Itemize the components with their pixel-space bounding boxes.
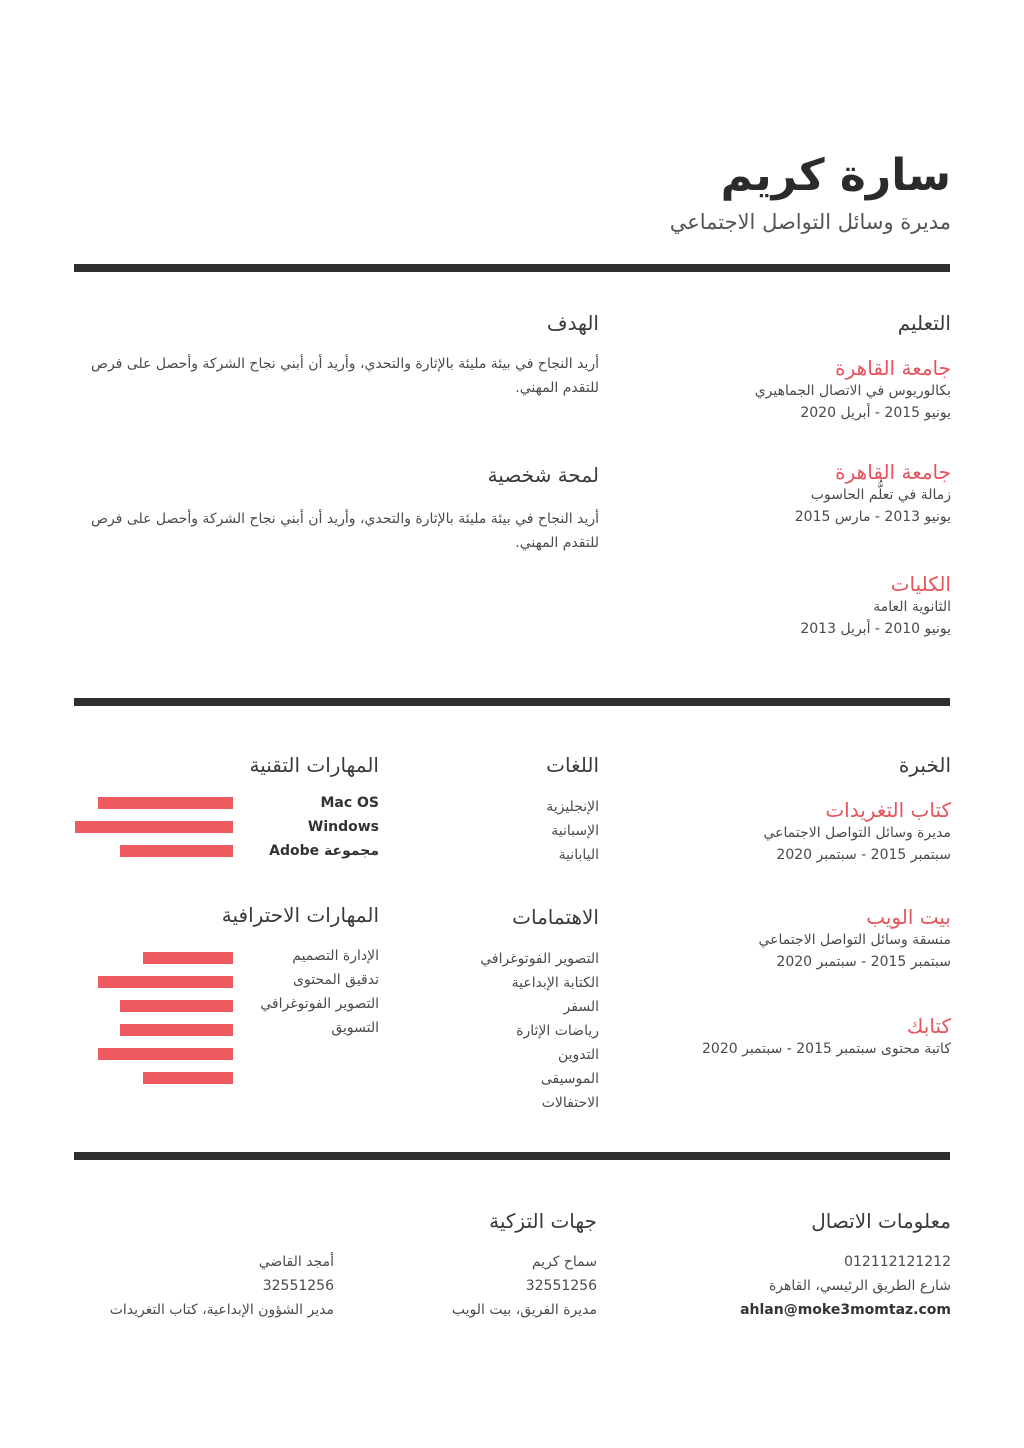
interest-item: رياضات الإثارة <box>516 1023 599 1039</box>
skill-level-bar <box>75 821 233 833</box>
education-degree: زمالة في تعلُّم الحاسوب <box>810 487 951 503</box>
experience-item <box>702 1014 951 1060</box>
experience-org: بيت الويب <box>866 905 951 929</box>
language-item: اليابانية <box>558 847 599 863</box>
experience-dates: سبتمبر 2015 - سبتمبر 2020 <box>776 847 951 863</box>
tech-skills-list <box>269 791 379 863</box>
tech-skill-item: Mac OS <box>320 795 379 811</box>
divider-top <box>74 264 950 272</box>
experience-dates: سبتمبر 2015 - سبتمبر 2020 <box>776 954 951 970</box>
education-heading: التعليم <box>897 311 951 335</box>
skill-level-bar <box>98 976 233 988</box>
profile-heading: لمحة شخصية <box>487 463 599 487</box>
interest-item: التصوير الفوتوغرافي <box>480 951 599 967</box>
education-dates: يونيو 2013 - مارس 2015 <box>794 509 951 525</box>
pro-skill-item: التصوير الفوتوغرافي <box>260 996 379 1012</box>
interest-item: السفر <box>563 999 599 1015</box>
education-item <box>800 572 951 640</box>
education-org: جامعة القاهرة <box>835 460 951 484</box>
experience-org: كتابك <box>906 1014 951 1038</box>
contact-phone: 01211212121​2 <box>844 1254 951 1270</box>
tech-skills-heading: المهارات التقنية <box>249 753 379 777</box>
reference-phone: 32551256 <box>262 1278 334 1294</box>
education-dates: يونيو 2015 - أبريل 2020 <box>800 405 951 421</box>
references-heading: جهات التزكية <box>489 1209 597 1233</box>
education-degree: الثانوية العامة <box>873 599 951 615</box>
skill-level-bar <box>120 1024 233 1036</box>
tech-skill-item: مجموعة Adobe <box>269 843 379 859</box>
interests-list <box>480 947 599 1115</box>
interest-item: الموسيقى <box>540 1071 599 1087</box>
experience-heading: الخبرة <box>898 753 951 777</box>
language-item: الإسبانية <box>551 823 599 839</box>
experience-item <box>758 905 951 973</box>
job-title: مديرة وسائل التواصل الاجتماعي <box>669 210 951 234</box>
objective-text: أريد النجاح في بيئة مليئة بالإثارة والتحدي، وأريد أن أبني نجاح الشركة وأحصل على فرص للتقدم المهني. <box>91 356 599 396</box>
objective-heading: الهدف <box>546 311 599 335</box>
contact-address: شارع الطريق الرئيسي، القاهرة <box>768 1278 951 1294</box>
reference-name: سماح كريم <box>531 1254 597 1270</box>
contact-email[interactable]: ahlan@moke3momtaz.com <box>740 1302 951 1318</box>
education-dates: يونيو 2010 - أبريل 2013 <box>800 621 951 637</box>
profile-text: أريد النجاح في بيئة مليئة بالإثارة والتحدي، وأريد أن أبني نجاح الشركة وأحصل على فرص للتقدم المهني. <box>91 511 599 551</box>
pro-skill-item: التسويق <box>331 1020 379 1036</box>
pro-skills-heading: المهارات الاحترافية <box>221 903 379 927</box>
reference-phone: 32551256 <box>525 1278 597 1294</box>
interest-item: الاحتفالات <box>541 1095 599 1111</box>
skill-level-bar <box>98 797 233 809</box>
divider-bottom <box>74 1152 950 1160</box>
skill-level-bar <box>143 1072 233 1084</box>
experience-item <box>763 798 951 866</box>
skill-level-bar <box>143 952 233 964</box>
education-org: الكليات <box>890 572 951 596</box>
skill-level-bar <box>120 845 233 857</box>
language-item: الإنجليزية <box>546 799 599 815</box>
reference-position: مدير الشؤون الإبداعية، كتاب التغريدات <box>109 1302 334 1318</box>
experience-role: مديرة وسائل التواصل الاجتماعي <box>763 825 951 841</box>
pro-skill-item: الإدارة التصميم <box>292 948 379 964</box>
education-item <box>755 356 951 424</box>
reference-item <box>110 1250 334 1322</box>
education-org: جامعة القاهرة <box>835 356 951 380</box>
contact-block <box>740 1250 951 1322</box>
languages-list <box>546 795 599 867</box>
person-name: سارة كريم <box>720 150 951 201</box>
experience-role: منسقة وسائل التواصل الاجتماعي <box>758 932 951 948</box>
interest-item: الكتابة الإبداعية <box>511 975 599 991</box>
reference-name: أمجد القاضي <box>258 1254 334 1270</box>
experience-role: كاتبة محتوى سبتمبر 2015 - سبتمبر 2020 <box>702 1041 951 1057</box>
divider-middle <box>74 698 950 706</box>
education-item <box>795 460 951 528</box>
education-degree: بكالوريوس في الاتصال الجماهيري <box>754 383 951 399</box>
reference-position: مديرة الفريق، بيت الويب <box>451 1302 597 1318</box>
tech-skill-item: Windows <box>307 819 379 835</box>
pro-skill-item: تدقيق المحتوى <box>293 972 379 988</box>
reference-item <box>452 1250 597 1322</box>
skill-level-bar <box>120 1000 233 1012</box>
languages-heading: اللغات <box>546 753 599 777</box>
pro-skills-list <box>260 944 379 1040</box>
interest-item: التدوين <box>557 1047 599 1063</box>
skill-level-bar <box>98 1048 233 1060</box>
experience-org: كتاب التغريدات <box>825 798 951 822</box>
interests-heading: الاهتمامات <box>512 905 599 929</box>
contact-heading: معلومات الاتصال <box>811 1209 951 1233</box>
